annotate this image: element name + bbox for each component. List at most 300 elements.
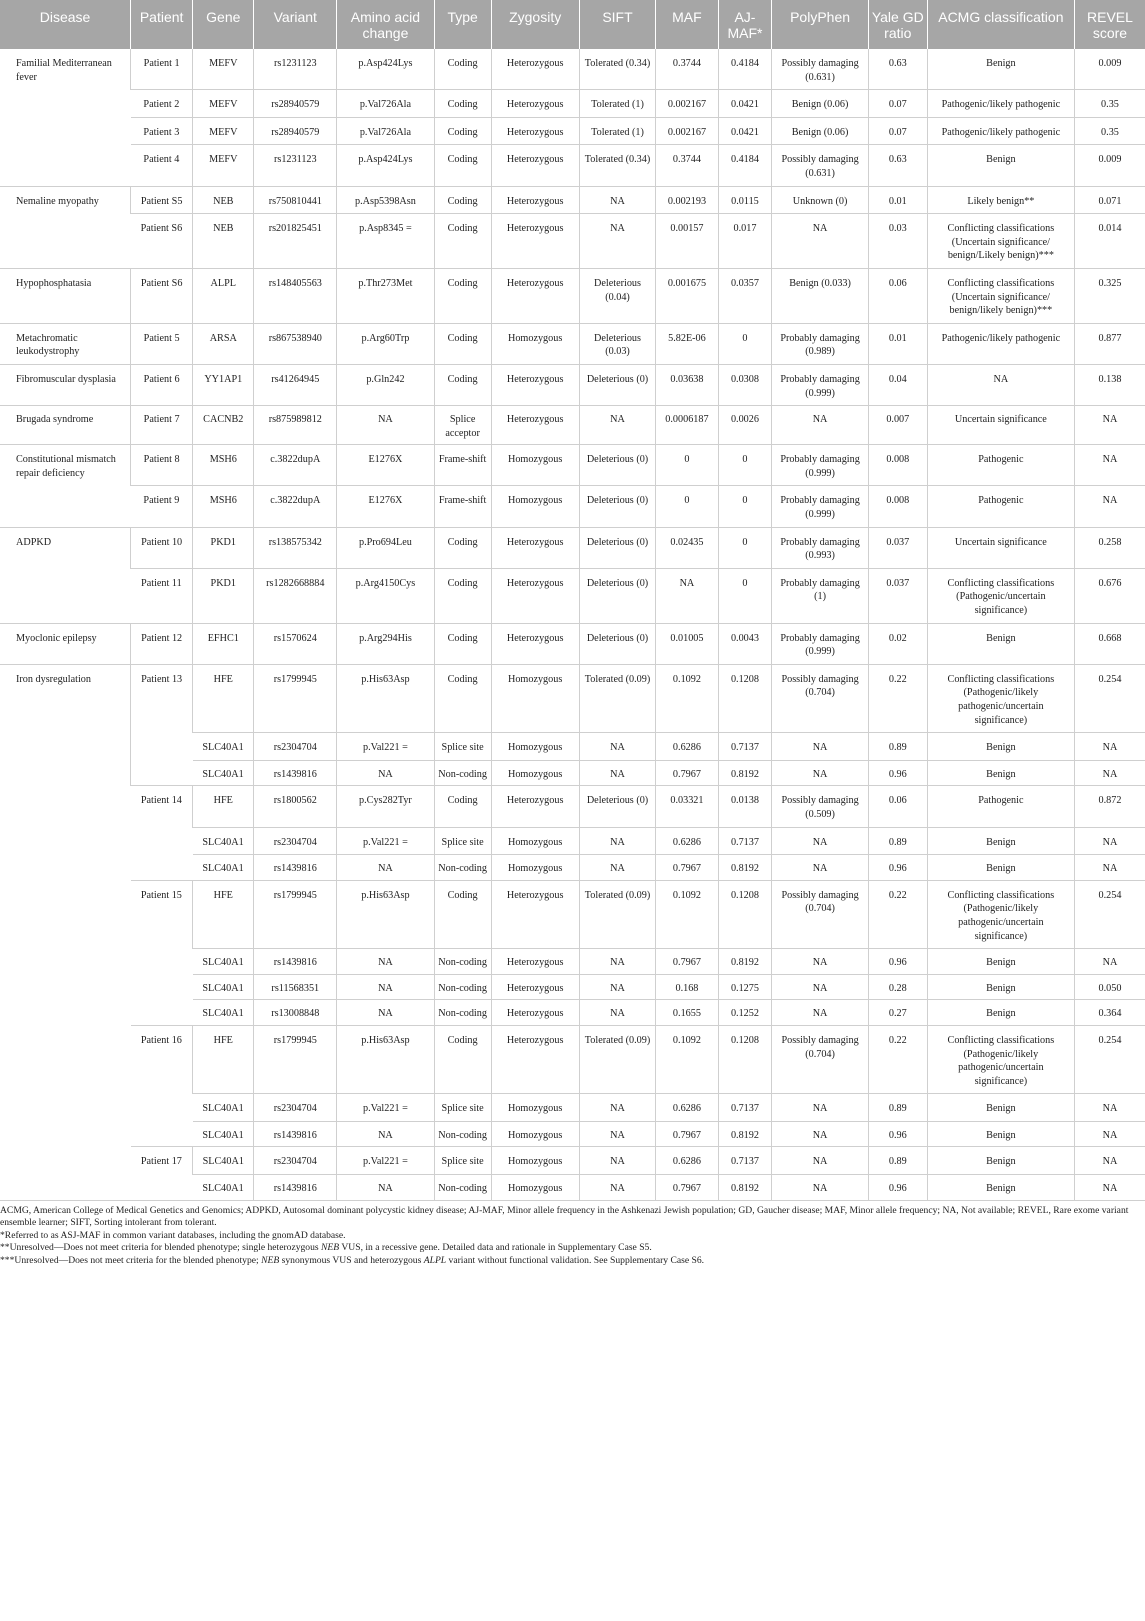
table-cell: Benign bbox=[927, 827, 1074, 855]
table-cell: 0.364 bbox=[1074, 1000, 1145, 1026]
footnote-star2: **Unresolved—Does not meet criteria for blended phenotype; single heterozygous NEB VUS, in a recessive gene. Detailed data and rationale in Supplementary Case S5. bbox=[0, 1242, 652, 1254]
table-cell: MSH6 bbox=[193, 445, 254, 486]
table-cell: NA bbox=[337, 974, 434, 1000]
patient-cell: Patient 15 bbox=[131, 880, 193, 1025]
table-cell: 0.7967 bbox=[656, 855, 718, 881]
disease-cell: Familial Mediterranean fever bbox=[0, 49, 131, 186]
table-cell: 0.96 bbox=[868, 949, 927, 975]
table-cell: 0.04 bbox=[868, 364, 927, 405]
column-header: Variant bbox=[254, 0, 337, 49]
table-cell: 0.168 bbox=[656, 974, 718, 1000]
table-cell: Benign bbox=[927, 760, 1074, 786]
table-cell: 0.35 bbox=[1074, 117, 1145, 145]
table-cell: p.Val221 = bbox=[337, 827, 434, 855]
patient-cell: Patient 9 bbox=[131, 486, 193, 527]
table-cell: 0 bbox=[718, 568, 772, 623]
table-cell: 0.06 bbox=[868, 786, 927, 827]
table-cell: NA bbox=[1074, 1175, 1145, 1201]
table-body bbox=[0, 49, 1145, 1200]
table-cell: 0.8192 bbox=[718, 855, 772, 881]
table-cell: Deleterious (0) bbox=[579, 786, 656, 827]
patient-cell: Patient 14 bbox=[131, 786, 193, 880]
table-cell: p.Asp8345 = bbox=[337, 214, 434, 269]
table-cell: Heterozygous bbox=[491, 623, 579, 664]
table-cell: 0.7137 bbox=[718, 827, 772, 855]
table-cell: rs1439816 bbox=[254, 1175, 337, 1201]
column-header: Disease bbox=[0, 0, 131, 49]
table-cell: 0.037 bbox=[868, 527, 927, 568]
disease-cell: Myoclonic epilepsy bbox=[0, 623, 131, 664]
table-cell: HFE bbox=[193, 880, 254, 948]
table-cell: Possibly damaging (0.704) bbox=[772, 1025, 868, 1093]
table-cell: 0.254 bbox=[1074, 1025, 1145, 1093]
table-cell: Coding bbox=[434, 49, 491, 90]
table-cell: Homozygous bbox=[491, 1121, 579, 1147]
disease-cell: Iron dysregulation bbox=[0, 664, 131, 1200]
table-cell: 0.0043 bbox=[718, 623, 772, 664]
table-cell: Deleterious (0) bbox=[579, 623, 656, 664]
table-cell: 0 bbox=[718, 445, 772, 486]
table-cell: NEB bbox=[193, 214, 254, 269]
patient-cell: Patient 11 bbox=[131, 568, 193, 623]
table-cell: 0.1275 bbox=[718, 974, 772, 1000]
disease-cell: Metachromatic leukodystrophy bbox=[0, 323, 131, 364]
table-cell: p.Pro694Leu bbox=[337, 527, 434, 568]
table-cell: Heterozygous bbox=[491, 974, 579, 1000]
table-cell: 0.0421 bbox=[718, 117, 772, 145]
table-cell: NA bbox=[337, 1121, 434, 1147]
table-cell: NA bbox=[1074, 827, 1145, 855]
table-cell: Coding bbox=[434, 1025, 491, 1093]
table-cell: 0.96 bbox=[868, 760, 927, 786]
table-cell: rs750810441 bbox=[254, 186, 337, 214]
table-row bbox=[0, 664, 1145, 732]
table-row bbox=[0, 1025, 1145, 1093]
table-cell: SLC40A1 bbox=[193, 1121, 254, 1147]
table-cell: Tolerated (0.09) bbox=[579, 880, 656, 948]
table-cell: Homozygous bbox=[491, 733, 579, 761]
table-cell: NA bbox=[337, 949, 434, 975]
table-cell: 0.8192 bbox=[718, 1121, 772, 1147]
table-cell: 0.7967 bbox=[656, 1175, 718, 1201]
header-row bbox=[0, 0, 1145, 49]
table-cell: 0.4184 bbox=[718, 49, 772, 90]
table-cell: 0.877 bbox=[1074, 323, 1145, 364]
table-cell: Coding bbox=[434, 117, 491, 145]
table-cell: Benign bbox=[927, 623, 1074, 664]
table-cell: 0 bbox=[718, 323, 772, 364]
table-cell: p.Arg60Trp bbox=[337, 323, 434, 364]
column-header: Yale GD ratio bbox=[868, 0, 927, 49]
table-cell: 0.0138 bbox=[718, 786, 772, 827]
table-cell: Pathogenic bbox=[927, 445, 1074, 486]
footnotes bbox=[0, 1201, 1145, 1268]
table-cell: 0.27 bbox=[868, 1000, 927, 1026]
table-cell: Homozygous bbox=[491, 664, 579, 732]
table-cell: YY1AP1 bbox=[193, 364, 254, 405]
table-cell: rs875989812 bbox=[254, 406, 337, 445]
footnote-star3: ***Unresolved—Does not meet criteria for the blended phenotype; NEB synonymous VUS and heterozygous ALPL variant without functional validation. See Supplementary Case S6. bbox=[0, 1255, 705, 1267]
table-cell: 0.89 bbox=[868, 1147, 927, 1175]
table-cell: MEFV bbox=[193, 117, 254, 145]
table-cell: NA bbox=[1074, 760, 1145, 786]
table-cell: Splice site bbox=[434, 1094, 491, 1122]
table-cell: Deleterious (0.03) bbox=[579, 323, 656, 364]
disease-cell: ADPKD bbox=[0, 527, 131, 623]
table-row bbox=[0, 445, 1145, 486]
table-cell: NA bbox=[656, 568, 718, 623]
table-cell: Benign (0.06) bbox=[772, 90, 868, 118]
table-row bbox=[0, 406, 1145, 445]
table-cell: Possibly damaging (0.631) bbox=[772, 49, 868, 90]
table-cell: Splice site bbox=[434, 1147, 491, 1175]
table-cell: Pathogenic bbox=[927, 486, 1074, 527]
table-cell: Possibly damaging (0.704) bbox=[772, 664, 868, 732]
table-cell: 0.007 bbox=[868, 406, 927, 445]
table-cell: 0.0421 bbox=[718, 90, 772, 118]
table-cell: NA bbox=[579, 760, 656, 786]
table-cell: 0.22 bbox=[868, 880, 927, 948]
disease-cell: Brugada syndrome bbox=[0, 406, 131, 445]
patient-cell: Patient 6 bbox=[131, 364, 193, 405]
table-cell: Benign bbox=[927, 1175, 1074, 1201]
patient-cell: Patient S5 bbox=[131, 186, 193, 214]
table-cell: 0.258 bbox=[1074, 527, 1145, 568]
table-cell: NA bbox=[579, 827, 656, 855]
table-cell: rs1799945 bbox=[254, 880, 337, 948]
table-cell: 0.89 bbox=[868, 1094, 927, 1122]
table-cell: Benign bbox=[927, 974, 1074, 1000]
table-cell: Non-coding bbox=[434, 1000, 491, 1026]
table-cell: rs1800562 bbox=[254, 786, 337, 827]
table-cell: 0.96 bbox=[868, 855, 927, 881]
table-cell: 0.35 bbox=[1074, 90, 1145, 118]
table-cell: NEB bbox=[193, 186, 254, 214]
table-cell: p.His63Asp bbox=[337, 664, 434, 732]
table-cell: 0.071 bbox=[1074, 186, 1145, 214]
table-cell: p.Asp424Lys bbox=[337, 145, 434, 186]
table-cell: Conflicting classifications (Uncertain significance/ benign/Likely benign)*** bbox=[927, 214, 1074, 269]
table-cell: p.Gln242 bbox=[337, 364, 434, 405]
column-header: Patient bbox=[131, 0, 193, 49]
table-cell: NA bbox=[1074, 1094, 1145, 1122]
table-cell: rs41264945 bbox=[254, 364, 337, 405]
table-row bbox=[0, 568, 1145, 623]
table-cell: rs201825451 bbox=[254, 214, 337, 269]
table-cell: Benign bbox=[927, 49, 1074, 90]
table-cell: 0.017 bbox=[718, 214, 772, 269]
disease-cell: Hypophosphatasia bbox=[0, 268, 131, 323]
table-cell: Benign bbox=[927, 1121, 1074, 1147]
table-cell: NA bbox=[772, 855, 868, 881]
column-header: SIFT bbox=[579, 0, 656, 49]
table-cell: CACNB2 bbox=[193, 406, 254, 445]
table-cell: 0 bbox=[718, 486, 772, 527]
table-cell: p.Arg4150Cys bbox=[337, 568, 434, 623]
table-cell: 0.28 bbox=[868, 974, 927, 1000]
table-cell: 0.676 bbox=[1074, 568, 1145, 623]
table-cell: rs28940579 bbox=[254, 117, 337, 145]
table-cell: 0.6286 bbox=[656, 827, 718, 855]
table-cell: rs1282668884 bbox=[254, 568, 337, 623]
table-cell: Deleterious (0.04) bbox=[579, 268, 656, 323]
column-header: Gene bbox=[193, 0, 254, 49]
table-cell: NA bbox=[579, 1000, 656, 1026]
table-cell: p.Thr273Met bbox=[337, 268, 434, 323]
table-cell: Splice site bbox=[434, 827, 491, 855]
table-cell: Tolerated (1) bbox=[579, 117, 656, 145]
table-cell: SLC40A1 bbox=[193, 1175, 254, 1201]
table-cell: SLC40A1 bbox=[193, 1147, 254, 1175]
patient-cell: Patient 8 bbox=[131, 445, 193, 486]
table-row bbox=[0, 186, 1145, 214]
table-cell: Coding bbox=[434, 186, 491, 214]
table-cell: Heterozygous bbox=[491, 268, 579, 323]
patient-cell: Patient 1 bbox=[131, 49, 193, 90]
table-cell: 0.03321 bbox=[656, 786, 718, 827]
table-cell: SLC40A1 bbox=[193, 1094, 254, 1122]
table-cell: Heterozygous bbox=[491, 786, 579, 827]
table-cell: rs1799945 bbox=[254, 1025, 337, 1093]
table-cell: NA bbox=[1074, 406, 1145, 445]
table-cell: Heterozygous bbox=[491, 880, 579, 948]
table-cell: Heterozygous bbox=[491, 1025, 579, 1093]
table-cell: 0.1252 bbox=[718, 1000, 772, 1026]
table-cell: rs138575342 bbox=[254, 527, 337, 568]
table-cell: SLC40A1 bbox=[193, 974, 254, 1000]
table-cell: EFHC1 bbox=[193, 623, 254, 664]
table-cell: Uncertain significance bbox=[927, 406, 1074, 445]
table-cell: NA bbox=[579, 855, 656, 881]
table-cell: MEFV bbox=[193, 90, 254, 118]
table-cell: 0.6286 bbox=[656, 733, 718, 761]
table-cell: 0.07 bbox=[868, 117, 927, 145]
table-cell: 0.6286 bbox=[656, 1147, 718, 1175]
table-cell: NA bbox=[579, 949, 656, 975]
table-cell: MEFV bbox=[193, 49, 254, 90]
table-cell: Probably damaging (1) bbox=[772, 568, 868, 623]
table-cell: 0.138 bbox=[1074, 364, 1145, 405]
table-row bbox=[0, 486, 1145, 527]
table-cell: 0.02435 bbox=[656, 527, 718, 568]
table-row bbox=[0, 623, 1145, 664]
table-cell: 0.02 bbox=[868, 623, 927, 664]
patient-cell: Patient S6 bbox=[131, 268, 193, 323]
table-cell: Possibly damaging (0.704) bbox=[772, 880, 868, 948]
table-cell: Deleterious (0) bbox=[579, 486, 656, 527]
table-cell: Coding bbox=[434, 90, 491, 118]
table-cell: Heterozygous bbox=[491, 117, 579, 145]
table-cell: 0.014 bbox=[1074, 214, 1145, 269]
table-cell: Conflicting classifications (Pathogenic/uncertain significance) bbox=[927, 568, 1074, 623]
table-cell: 0.7137 bbox=[718, 733, 772, 761]
table-row bbox=[0, 786, 1145, 827]
table-cell: Probably damaging (0.999) bbox=[772, 445, 868, 486]
column-header: REVEL score bbox=[1074, 0, 1145, 49]
table-cell: rs1231123 bbox=[254, 145, 337, 186]
table-cell: NA bbox=[337, 760, 434, 786]
table-cell: rs2304704 bbox=[254, 733, 337, 761]
table-cell: 0.002167 bbox=[656, 90, 718, 118]
table-cell: 0.7967 bbox=[656, 949, 718, 975]
patient-cell: Patient 12 bbox=[131, 623, 193, 664]
table-cell: 0.03638 bbox=[656, 364, 718, 405]
table-cell: Probably damaging (0.999) bbox=[772, 486, 868, 527]
table-cell: NA bbox=[1074, 733, 1145, 761]
table-cell: Tolerated (0.09) bbox=[579, 1025, 656, 1093]
table-cell: Deleterious (0) bbox=[579, 568, 656, 623]
patient-cell: Patient 10 bbox=[131, 527, 193, 568]
table-cell: p.Asp5398Asn bbox=[337, 186, 434, 214]
table-cell: NA bbox=[337, 406, 434, 445]
table-cell: HFE bbox=[193, 786, 254, 827]
table-cell: 0.03 bbox=[868, 214, 927, 269]
table-cell: Homozygous bbox=[491, 827, 579, 855]
table-cell: rs1439816 bbox=[254, 855, 337, 881]
table-cell: rs1439816 bbox=[254, 949, 337, 975]
table-cell: Heterozygous bbox=[491, 90, 579, 118]
table-cell: 0.3744 bbox=[656, 49, 718, 90]
table-cell: p.Val726Ala bbox=[337, 90, 434, 118]
table-cell: E1276X bbox=[337, 486, 434, 527]
table-cell: Heterozygous bbox=[491, 568, 579, 623]
table-cell: p.Cys282Tyr bbox=[337, 786, 434, 827]
table-cell: NA bbox=[1074, 1147, 1145, 1175]
table-cell: Pathogenic/likely pathogenic bbox=[927, 117, 1074, 145]
table-cell: Benign (0.06) bbox=[772, 117, 868, 145]
table-cell: 5.82E-06 bbox=[656, 323, 718, 364]
table-cell: 0.4184 bbox=[718, 145, 772, 186]
table-cell: MEFV bbox=[193, 145, 254, 186]
table-cell: Coding bbox=[434, 880, 491, 948]
table-cell: Splice acceptor bbox=[434, 406, 491, 445]
table-cell: Benign bbox=[927, 1147, 1074, 1175]
table-cell: NA bbox=[579, 733, 656, 761]
disease-cell: Constitutional mismatch repair deficiency bbox=[0, 445, 131, 527]
table-cell: 0.8192 bbox=[718, 760, 772, 786]
column-header: ACMG classification bbox=[927, 0, 1074, 49]
table-cell: Coding bbox=[434, 214, 491, 269]
table-cell: Heterozygous bbox=[491, 1000, 579, 1026]
table-cell: SLC40A1 bbox=[193, 1000, 254, 1026]
table-cell: Benign bbox=[927, 855, 1074, 881]
table-cell: NA bbox=[1074, 1121, 1145, 1147]
table-cell: 0.07 bbox=[868, 90, 927, 118]
table-cell: Homozygous bbox=[491, 486, 579, 527]
table-cell: 0.22 bbox=[868, 664, 927, 732]
table-cell: Benign bbox=[927, 145, 1074, 186]
table-cell: NA bbox=[579, 406, 656, 445]
table-cell: 0.7137 bbox=[718, 1094, 772, 1122]
disease-cell: Fibromuscular dysplasia bbox=[0, 364, 131, 405]
table-cell: Homozygous bbox=[491, 1094, 579, 1122]
table-cell: Coding bbox=[434, 568, 491, 623]
table-cell: MSH6 bbox=[193, 486, 254, 527]
column-header: PolyPhen bbox=[772, 0, 868, 49]
table-cell: NA bbox=[772, 949, 868, 975]
table-cell: rs28940579 bbox=[254, 90, 337, 118]
table-cell: NA bbox=[772, 1175, 868, 1201]
footnote-abbreviations: ACMG, American College of Medical Genetics and Genomics; ADPKD, Autosomal dominant polycystic kidney disease; AJ-MAF, Minor allele frequency in the Ashkenazi Jewish population; GD, Gaucher disease; MAF, Minor allele frequency; NA, Not available; REVEL, Rare exome variant ensemble learner; SIFT, Sorting intolerant from tolerant. bbox=[0, 1204, 1129, 1229]
table-cell: 0.1092 bbox=[656, 880, 718, 948]
table-cell: 0.63 bbox=[868, 49, 927, 90]
table-cell: SLC40A1 bbox=[193, 733, 254, 761]
table-cell: 0.668 bbox=[1074, 623, 1145, 664]
table-cell: Non-coding bbox=[434, 855, 491, 881]
table-row bbox=[0, 214, 1145, 269]
table-row bbox=[0, 117, 1145, 145]
table-cell: 0.0357 bbox=[718, 268, 772, 323]
table-cell: 0.325 bbox=[1074, 268, 1145, 323]
table-cell: Coding bbox=[434, 527, 491, 568]
table-cell: Probably damaging (0.999) bbox=[772, 364, 868, 405]
table-cell: Coding bbox=[434, 786, 491, 827]
table-cell: 0.89 bbox=[868, 733, 927, 761]
column-header: MAF bbox=[656, 0, 718, 49]
table-cell: 0.008 bbox=[868, 486, 927, 527]
table-cell: NA bbox=[1074, 949, 1145, 975]
table-cell: PKD1 bbox=[193, 568, 254, 623]
table-cell: NA bbox=[772, 827, 868, 855]
table-cell: Benign bbox=[927, 949, 1074, 975]
table-cell: Frame-shift bbox=[434, 486, 491, 527]
column-header: Zygosity bbox=[491, 0, 579, 49]
patient-cell: Patient 3 bbox=[131, 117, 193, 145]
table-cell: NA bbox=[579, 1121, 656, 1147]
table-cell: Heterozygous bbox=[491, 145, 579, 186]
table-cell: Non-coding bbox=[434, 949, 491, 975]
table-cell: c.3822dupA bbox=[254, 445, 337, 486]
table-row bbox=[0, 90, 1145, 118]
table-cell: NA bbox=[579, 186, 656, 214]
table-cell: 0.0308 bbox=[718, 364, 772, 405]
table-cell: 0.01 bbox=[868, 323, 927, 364]
table-cell: NA bbox=[337, 1000, 434, 1026]
table-cell: NA bbox=[772, 1147, 868, 1175]
table-cell: 0.22 bbox=[868, 1025, 927, 1093]
table-cell: Heterozygous bbox=[491, 949, 579, 975]
table-row bbox=[0, 268, 1145, 323]
table-cell: NA bbox=[579, 1147, 656, 1175]
table-cell: Possibly damaging (0.509) bbox=[772, 786, 868, 827]
table-cell: p.Asp424Lys bbox=[337, 49, 434, 90]
table-cell: 0.8192 bbox=[718, 949, 772, 975]
table-cell: NA bbox=[579, 1175, 656, 1201]
column-header: AJ-MAF* bbox=[718, 0, 772, 49]
table-cell: NA bbox=[337, 1175, 434, 1201]
table-cell: NA bbox=[1074, 445, 1145, 486]
table-cell: Non-coding bbox=[434, 1121, 491, 1147]
table-row bbox=[0, 323, 1145, 364]
table-cell: Frame-shift bbox=[434, 445, 491, 486]
table-cell: rs1799945 bbox=[254, 664, 337, 732]
table-cell: Heterozygous bbox=[491, 364, 579, 405]
table-row bbox=[0, 364, 1145, 405]
table-cell: NA bbox=[579, 214, 656, 269]
table-cell: 0.01005 bbox=[656, 623, 718, 664]
table-row bbox=[0, 1147, 1145, 1175]
table-cell: Benign (0.033) bbox=[772, 268, 868, 323]
table-cell: rs13008848 bbox=[254, 1000, 337, 1026]
table-cell: Non-coding bbox=[434, 760, 491, 786]
table-cell: 0.1208 bbox=[718, 880, 772, 948]
table-cell: 0.008 bbox=[868, 445, 927, 486]
table-cell: p.Val221 = bbox=[337, 1147, 434, 1175]
table-cell: Probably damaging (0.999) bbox=[772, 623, 868, 664]
table-cell: Homozygous bbox=[491, 323, 579, 364]
table-cell: Heterozygous bbox=[491, 186, 579, 214]
table-cell: Heterozygous bbox=[491, 214, 579, 269]
